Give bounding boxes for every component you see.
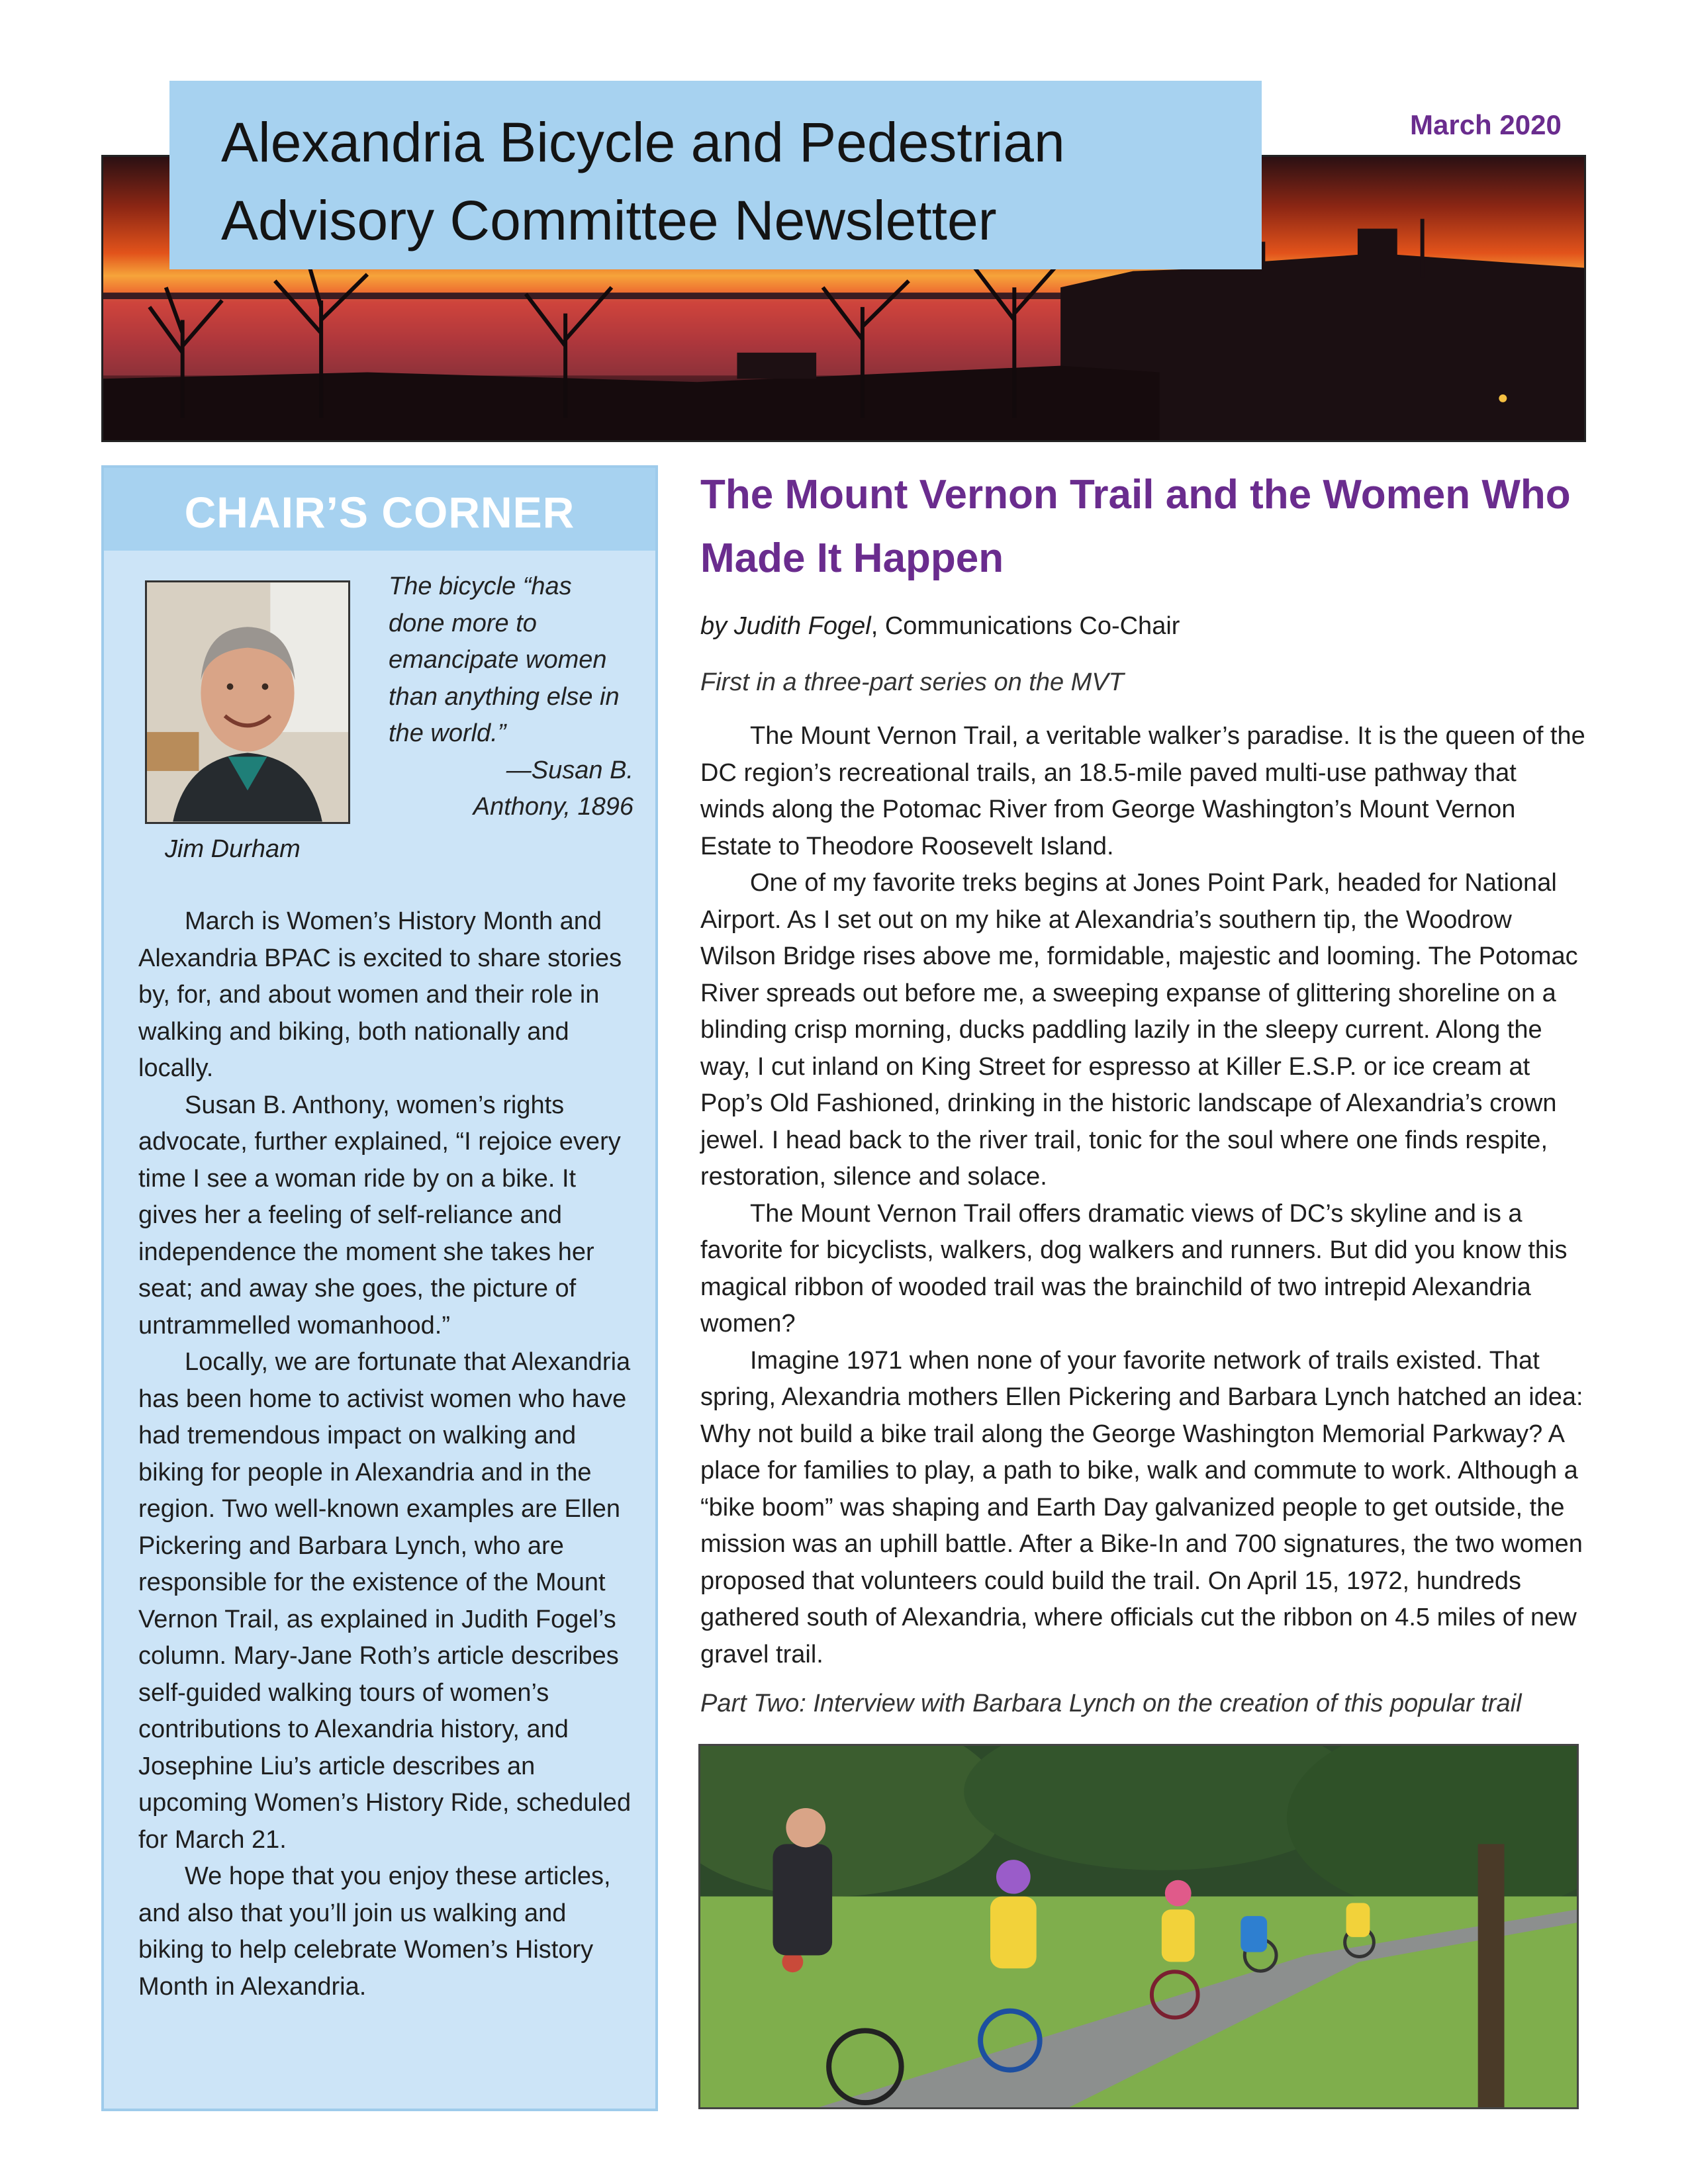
article-paragraph: Imagine 1971 when none of your favorite network of trails existed. That spring, Alexandria mothers Ellen Pickering and Barbara Lynch hatched an idea: Why not build a bike trail along the George Washington Memorial Parkway? A place for families to play, a path to bike, walk and commute to work. Although a “bike boom” was shaping and Earth Day galvanized people to get outside, the mission was an uphill battle. After a Bike-In and 700 signatures, the two women proposed that volunteers could build the trail. On April 15, 1972, hundreds gathered south of Alexandria, where officials cut the ribbon on 4.5 miles of new gravel trail. bbox=[700, 1346, 1583, 1668]
newsletter-title-box bbox=[169, 81, 1262, 269]
quote-attribution-line1: —Susan B. bbox=[506, 756, 633, 784]
quote-attribution-line2: Anthony, 1896 bbox=[473, 793, 633, 821]
series-note: First in a three-part series on the MVT bbox=[700, 668, 1124, 696]
biking-scene bbox=[700, 1746, 1577, 2107]
street-light bbox=[1499, 394, 1507, 402]
article-paragraph: The Mount Vernon Trail, a veritable walker’s paradise. It is the queen of the DC region’s recreational trails, an 18.5-mile paved multi-use pathway that winds along the Potomac River from George Washington’s Mount Vernon Estate to Theodore Roosevelt Island. bbox=[700, 722, 1585, 860]
quote-text: The bicycle “has done more to emancipate women than anything else in the world.” bbox=[389, 572, 620, 747]
anthony-quote bbox=[389, 569, 633, 826]
tree-trunk bbox=[1478, 1844, 1505, 2107]
chair-portrait-photo bbox=[145, 580, 350, 824]
far-shore bbox=[103, 293, 1160, 299]
article-byline bbox=[700, 612, 1587, 641]
chair-paragraph: March is Women’s History Month and Alexandria BPAC is excited to share stories by, for, and about women and their role in walking and biking, both nationally and locally. bbox=[138, 907, 622, 1082]
chairs-corner-sidebar bbox=[101, 465, 658, 2111]
parked-cars bbox=[737, 353, 816, 379]
issue-date: March 2020 bbox=[1410, 109, 1562, 140]
author-name: by Judith Fogel bbox=[700, 612, 871, 640]
portrait-illustration bbox=[147, 582, 348, 822]
article-paragraph: The Mount Vernon Trail offers dramatic views of DC’s skyline and is a favorite for bicyclists, walkers, dog walkers and runners. But did you know this magical ribbon of wooded trail was the brainchild of two intrepid Alexandria women? bbox=[700, 1199, 1568, 1338]
newsletter-title-line1: Alexandria Bicycle and Pedestrian bbox=[221, 111, 1065, 173]
foreground-ground bbox=[103, 366, 1160, 440]
chair-paragraph: Susan B. Anthony, women’s rights advocate, further explained, “I rejoice every time I see a woman ride by on a bike. It gives her a feeling of self-reliance and independence the moment she takes her seat; and away she goes, the picture of untrammelled womanhood.” bbox=[138, 1091, 621, 1340]
utility-pole bbox=[1421, 219, 1425, 278]
part-two-note: Part Two: Interview with Barbara Lynch on the creation of this popular trail bbox=[700, 1690, 1522, 1717]
chairs-corner-header bbox=[104, 468, 655, 551]
trail-biking-photo bbox=[698, 1744, 1579, 2109]
article-paragraph: One of my favorite treks begins at Jones Point Park, headed for National Airport. As I set out on my hike at Alexandria’s southern tip, the Woodrow Wilson Bridge rises above me, formidable, majestic and looming. The Potomac River spreads out before me, a sweeping expanse of glittering shoreline on a blinding crisp morning, ducks paddling lazily in the sleepy current. Along the way, I cut inland on King Street for espresso at Killer E.S.P. or ice cream at Pop’s Old Fashioned, drinking in the historic landscape of Alexandria’s crown jewel. I head back to the river trail, tonic for the soul where one finds respite, restoration, silence and solace. bbox=[700, 869, 1578, 1191]
chair-paragraph: We hope that you enjoy these articles, and also that you’ll join us walking and biking to help celebrate Women’s History Month in Alexandria. bbox=[138, 1862, 611, 2001]
newsletter-title-line2: Advisory Committee Newsletter bbox=[221, 189, 997, 251]
article-body bbox=[700, 718, 1587, 1673]
portrait-caption: Jim Durham bbox=[165, 835, 301, 863]
author-role: , Communications Co-Chair bbox=[870, 612, 1180, 640]
chairs-corner-heading: CHAIR’S CORNER bbox=[184, 488, 575, 537]
article-headline: The Mount Vernon Trail and the Women Who Made It Happen bbox=[700, 472, 1571, 581]
chair-paragraph: Locally, we are fortunate that Alexandria has been home to activist women who have had tremendous impact on walking and biking for people in Alexandria and in the region. Two well-known examples are Ellen Pickering and Barbara Lynch, who are responsible for the existence of the Mount Vernon Trail, as explained in Judith Fogel’s column. Mary-Jane Roth’s article describes self-guided walking tours of women’s contributions to Alexandria history, and Josephine Liu’s article describes an upcoming Women’s History Ride, scheduled for March 21. bbox=[138, 1348, 632, 1854]
chairs-corner-body bbox=[138, 903, 635, 2005]
